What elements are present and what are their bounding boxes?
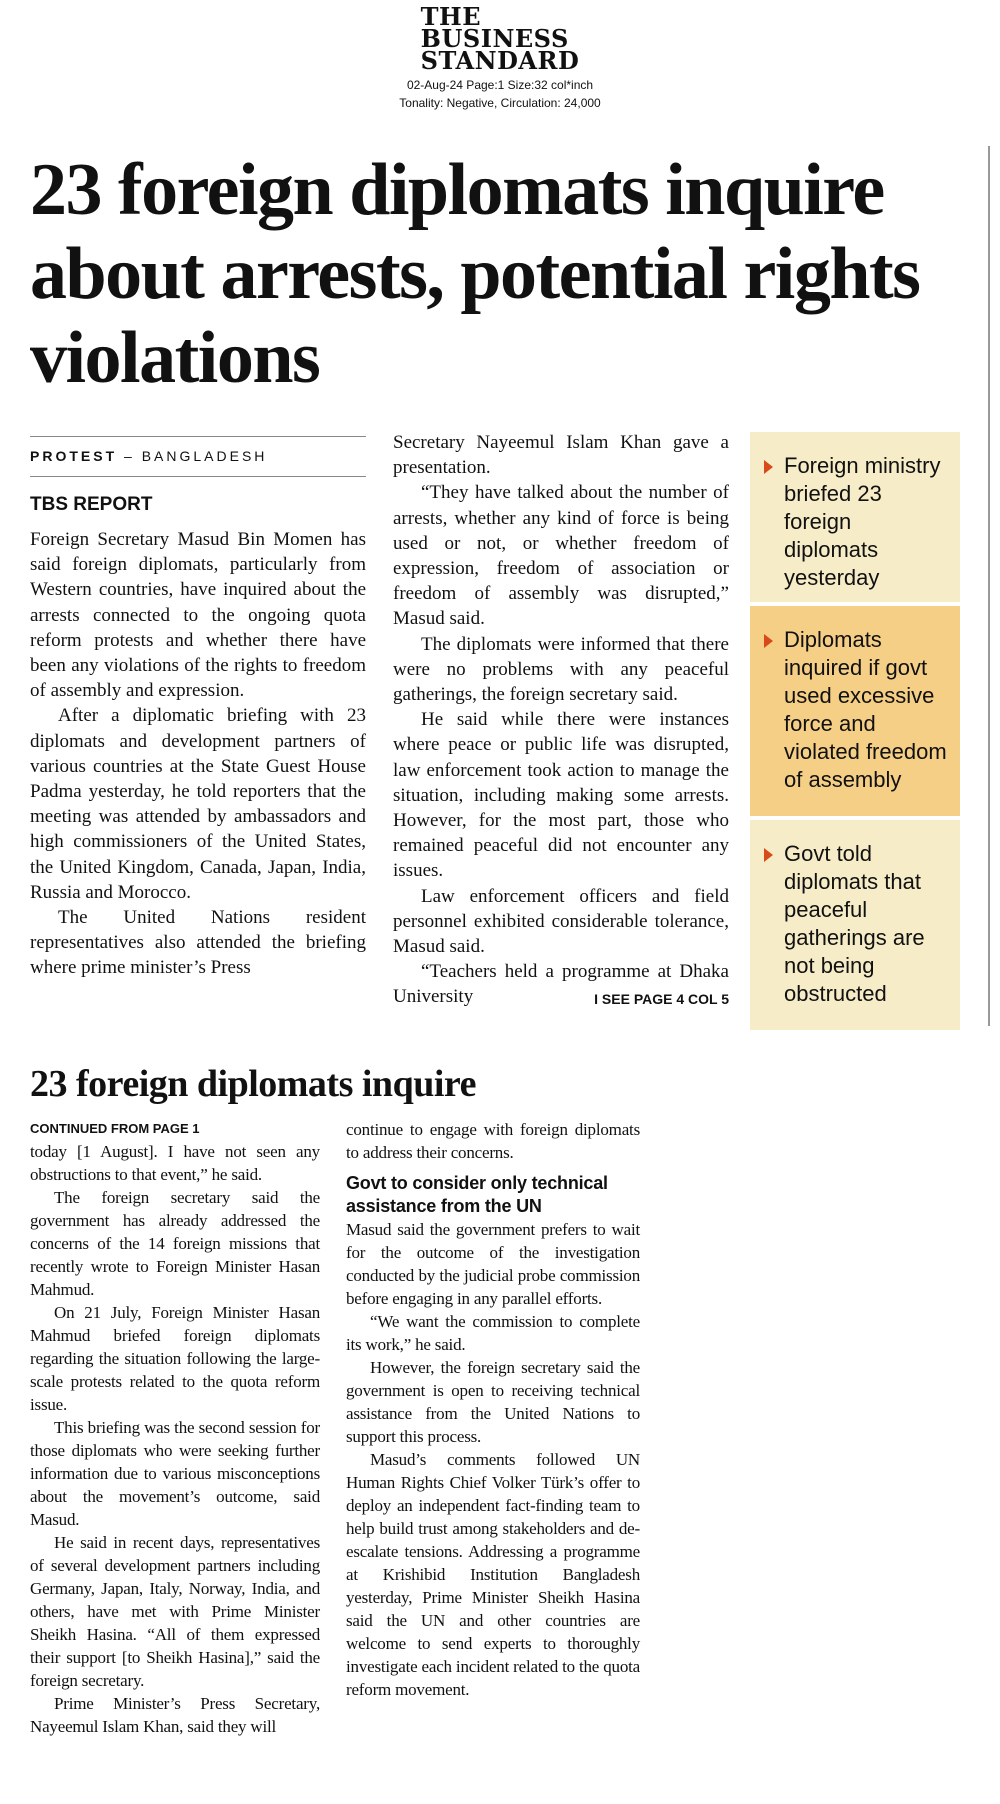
paragraph: He said while there were instances where peace or public life was disrupted, law enforcement took action to manage the situation, including making some arrests. However, for the most part, those who remained peaceful did not encounter any issues. (393, 709, 729, 882)
triangle-bullet-icon (764, 848, 773, 862)
paragraph: “They have talked about the number of arrests, whether any kind of force is being used or not, or whether freedom of expression, freedom of association or freedom of assembly was disrupted,” Masud said. (393, 482, 729, 630)
paragraph: Masud’s comments followed UN Human Rights Chief Volker Türk’s offer to deploy an independent fact-finding team to help build trust among stakeholders and de-escalate tensions. Addressing a programme at Krishibid Institution Bangladesh yesterday, Prime Minister Sheikh Hasina said the UN and other countries are welcome to send experts to thoroughly investigate each incident related to the quota reform movement. (346, 1450, 640, 1699)
paragraph: today [1 August]. I have not seen any obstructions to that event,” he said. (30, 1142, 320, 1184)
paragraph: After a diplomatic briefing with 23 diplomats and development partners of various countries at the State Guest House Padma yesterday, he told reporters that the meeting was attended by ambassadors and high commissioners of the United States, the United Kingdom, Canada, Japan, India, Russia and Morocco. (30, 705, 366, 903)
paragraph: continue to engage with foreign diplomats to address their concerns. (346, 1120, 640, 1162)
paragraph: Masud said the government prefers to wait for the outcome of the investigation conducted by the judicial probe commission before engaging in any parallel efforts. (346, 1220, 640, 1308)
subheading: Govt to consider only technical assistance from the UN (346, 1173, 608, 1216)
newspaper-logo (420, 2, 580, 75)
column-divider-line (988, 146, 990, 1026)
paragraph: However, the foreign secretary said the government is open to receiving technical assistance from the United Nations to support this process. (346, 1358, 640, 1446)
logo-line-3: STANDARD (420, 46, 580, 75)
byline: TBS REPORT (30, 494, 153, 515)
paragraph-text: “Teachers held a programme at Dhaka University (393, 961, 729, 1008)
kicker-rule-bottom (30, 476, 366, 477)
highlight-box-3 (750, 820, 960, 1030)
paragraph: The United Nations resident representatives also attended the briefing where prime minister’s Press (30, 907, 366, 979)
jump-headline: 23 foreign diplomats inquire (30, 1063, 476, 1105)
paragraph: On 21 July, Foreign Minister Hasan Mahmud briefed foreign diplomats regarding the situation following the large-scale protests related to the quota reform issue. (30, 1303, 320, 1414)
highlight-text: Diplomats inquired if govt used excessive force and violated freedom of assembly (784, 627, 947, 792)
jump-column-1 (30, 1140, 320, 1738)
paragraph: The diplomats were informed that there were no problems with any peaceful gatherings, the foreign secretary said. (393, 633, 729, 706)
logo-line-1: THE (420, 2, 481, 31)
continued-label: CONTINUED FROM PAGE 1 (30, 1121, 200, 1136)
paragraph: He said in recent days, representatives of several development partners including Germany, Japan, Italy, Norway, India, and others, have met with Prime Minister Sheikh Hasina. “All of them expressed their support [to Sheikh Hasina],” said the foreign secretary. (30, 1533, 320, 1690)
paragraph: Foreign Secretary Masud Bin Momen has said foreign diplomats, particularly from Western countries, have inquired about the arrests connected to the ongoing quota reform protests and whether there have been any violations of the rights to freedom of assembly and expression. (30, 529, 366, 702)
highlight-box-2 (750, 606, 960, 816)
paragraph: The foreign secretary said the government has already addressed the concerns of the 14 foreign missions that recently wrote to Foreign Minister Hasan Mahmud. (30, 1188, 320, 1299)
article-column-2 (393, 430, 729, 1013)
kicker-rule-top (30, 436, 366, 437)
paragraph: “We want the commission to complete its work,” he said. (346, 1312, 640, 1354)
section-kicker (30, 448, 267, 464)
kicker-separator: – (117, 448, 142, 464)
clip-meta-date: 02-Aug-24 Page:1 Size:32 col*inch (406, 78, 594, 92)
highlight-text: Foreign ministry briefed 23 foreign diplomats yesterday (784, 453, 941, 590)
clip-meta-tonality: Tonality: Negative, Circulation: 24,000 (399, 96, 601, 110)
highlight-text: Govt told diplomats that peaceful gatherings are not being obstructed (784, 841, 925, 1006)
triangle-bullet-icon (764, 460, 773, 474)
paragraph (393, 959, 729, 1009)
highlight-box-1 (750, 432, 960, 602)
jump-column-2 (346, 1118, 640, 1701)
masthead (0, 2, 1000, 110)
jump-reference: I SEE PAGE 4 COL 5 (594, 991, 729, 1008)
logo-line-2: BUSINESS (420, 24, 569, 53)
kicker-section: PROTEST (30, 448, 118, 464)
headline: 23 foreign diplomats inquire about arrests, potential rights violations (30, 149, 920, 399)
paragraph: This briefing was the second session for those diplomats who were seeking further information due to various misconceptions about the movement’s outcome, said Masud. (30, 1418, 320, 1529)
kicker-region: BANGLADESH (141, 448, 268, 464)
paragraph: Secretary Nayeemul Islam Khan gave a presentation. (393, 432, 729, 479)
article-column-1 (30, 527, 366, 981)
triangle-bullet-icon (764, 634, 773, 648)
paragraph: Law enforcement officers and field personnel exhibited considerable tolerance, Masud said. (393, 885, 729, 958)
paragraph: Prime Minister’s Press Secretary, Nayeemul Islam Khan, said they will (30, 1694, 320, 1736)
highlights-sidebar (750, 432, 960, 1030)
